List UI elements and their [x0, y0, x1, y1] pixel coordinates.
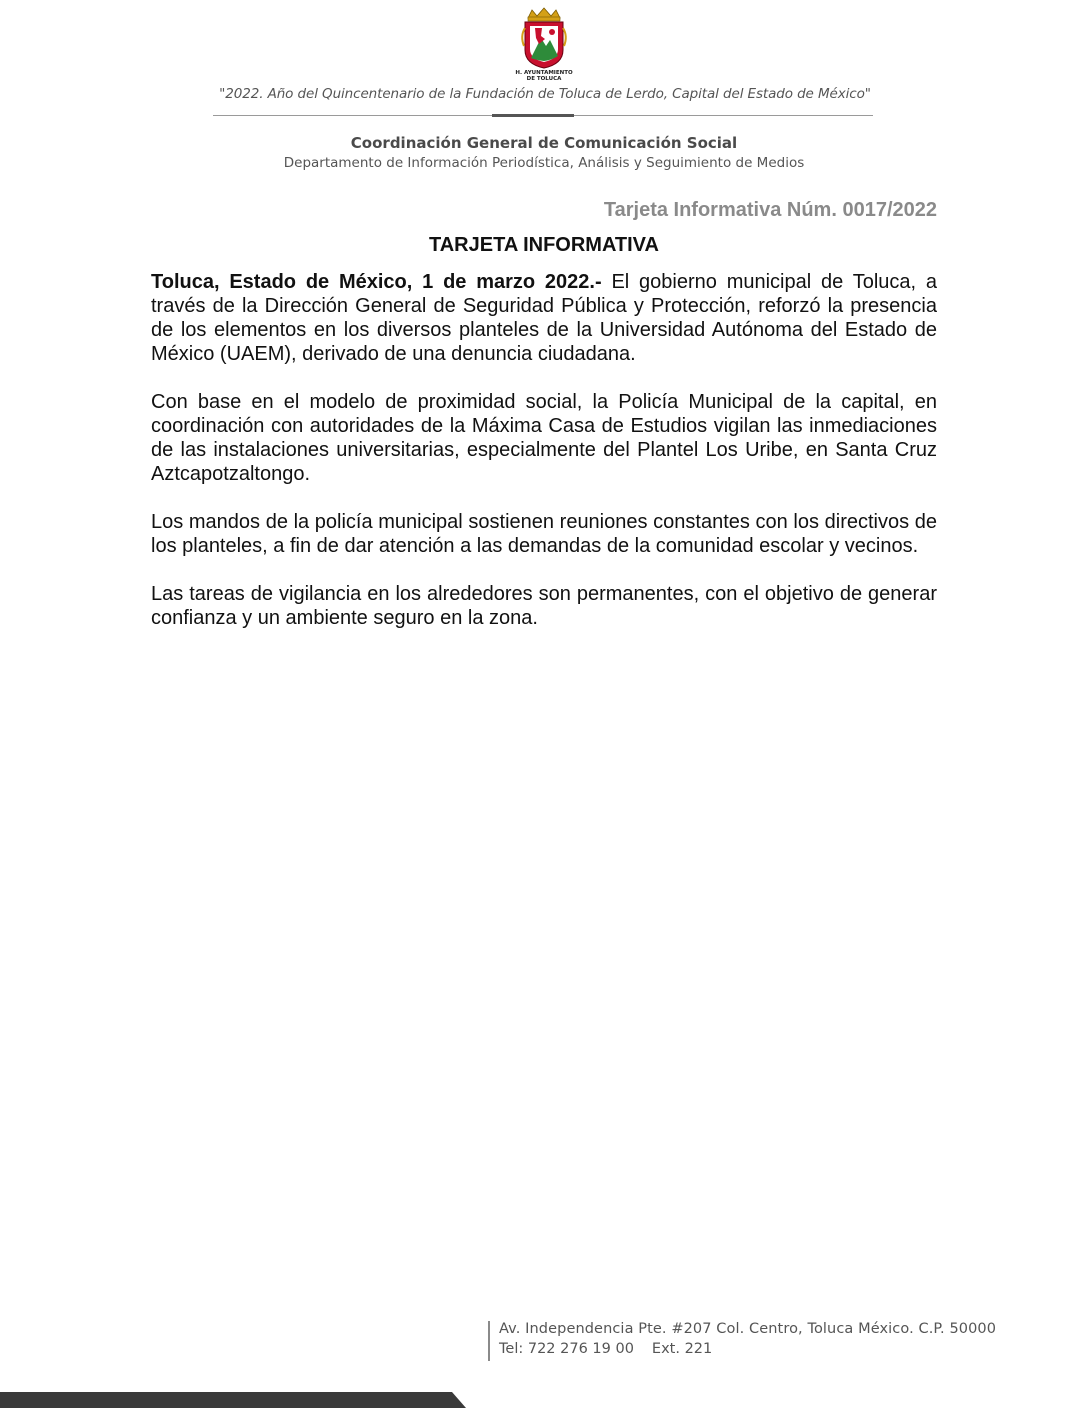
paragraph-4: Las tareas de vigilancia en los alrededores son permanentes, con el objetivo de generar confianza y un ambiente seguro en la zona. — [151, 583, 937, 629]
paragraph-1 — [151, 270, 937, 366]
paragraph-2: Con base en el modelo de proximidad social, la Policía Municipal de la capital, en coordinación con autoridades de la Máxima Casa de Estudios vigilan las inmediaciones de las instalaciones universitarias, especialmente del Plantel Los Uribe, en Santa Cruz Aztcapotzaltongo. — [151, 391, 937, 485]
dateline: Toluca, Estado de México, 1 de marzo 2022.- — [151, 271, 602, 293]
footer-address: Av. Independencia Pte. #207 Col. Centro, Toluca México. C.P. 50000 — [499, 1321, 997, 1337]
logo-text-line2: DE TOLUCA — [526, 76, 562, 82]
reference-number: Tarjeta Informativa Núm. 0017/2022 — [603, 199, 937, 221]
footer-decorative-strip — [0, 1388, 480, 1408]
header-divider-accent — [492, 114, 574, 117]
footer-contact — [499, 1341, 712, 1357]
paragraph-1-text: El gobierno municipal de Toluca, a través de la Dirección General de Seguridad Pública y Protección, reforzó la presencia de los elementos en los diversos planteles de la Universidad Autónoma del Estado de México (UAEM), derivado de una denuncia ciudadana. — [151, 271, 937, 365]
department-name: Coordinación General de Comunicación Social — [350, 134, 738, 152]
toluca-coat-of-arms-logo — [508, 6, 580, 82]
year-motto: "2022. Año del Quincentenario de la Fundación de Toluca de Lerdo, Capital del Estado de México" — [219, 86, 871, 102]
footer-phone: Tel: 722 276 19 00 — [499, 1341, 634, 1357]
document-body — [151, 270, 937, 654]
logo-text-line1: H. AYUNTAMIENTO — [515, 70, 573, 76]
subdepartment-name: Departamento de Información Periodística, Análisis y Seguimiento de Medios — [283, 155, 805, 171]
document-title: TARJETA INFORMATIVA — [429, 234, 659, 256]
paragraph-3: Los mandos de la policía municipal sostienen reuniones constantes con los directivos de los planteles, a fin de dar atención a las demandas de la comunidad escolar y vecinos. — [151, 511, 937, 557]
footer-extension: Ext. 221 — [651, 1341, 713, 1357]
footer-divider — [488, 1321, 490, 1361]
